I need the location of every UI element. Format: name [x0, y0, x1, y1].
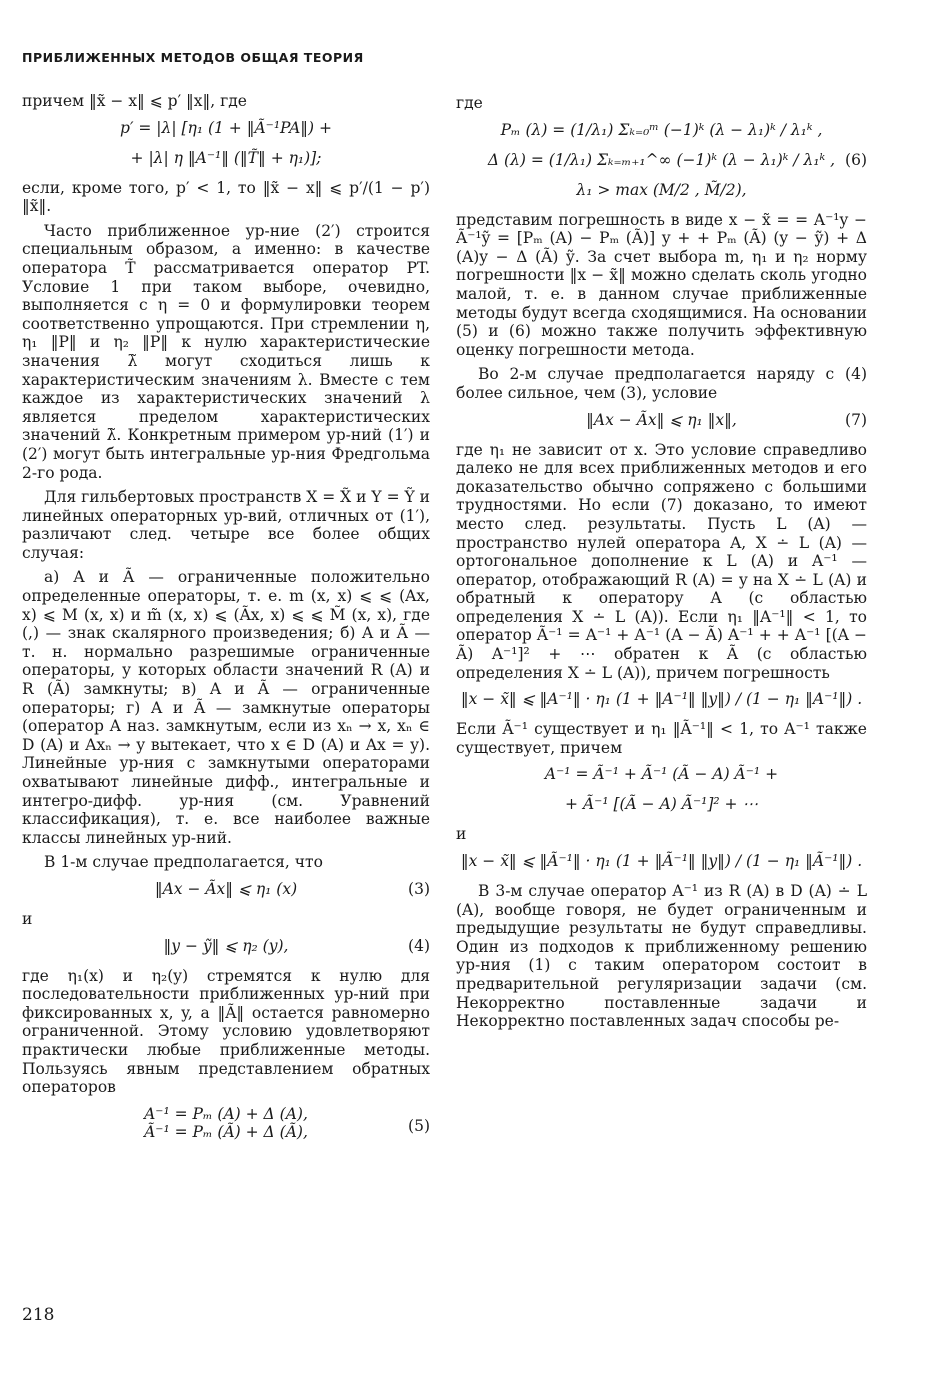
paragraph: Для гильбертовых пространств X = X̃ и Y = Ỹ и линейных операторных ур-вий, отличных от (1′), различают след. четыре все более общих случая:: [22, 488, 430, 562]
equation-line: ‖Ax − Ãx‖ ⩽ η₁ ‖x‖,: [586, 410, 737, 429]
equation-inverse: [456, 795, 867, 815]
equation-inverse: [456, 765, 867, 785]
equation-line: λ₁ > max (M/2 , M̃/2),: [576, 180, 747, 199]
equation-lambda: [456, 181, 867, 201]
equation-line: A⁻¹ = Ã⁻¹ + Ã⁻¹ (Ã − A) Ã⁻¹ +: [544, 765, 779, 784]
equation: [22, 119, 430, 139]
paragraph: Во 2-м случае предполагается наряду с (4) более сильное, чем (3), условие: [456, 365, 867, 402]
paragraph: представим погрешность в виде x − x̃ = = A⁻¹y − Ã⁻¹ỹ = [Pₘ (A) − Pₘ (Ã)] y + + Pₘ (Ã) (y − ỹ) + Δ (A)y − Δ (Ã) ỹ. За счет выбора m, η₁ и η₂ норму погрешности ‖x − x̃‖ можно сделать сколь угодно малой, т. е. в данном случае приближенные методы будут всегда сходящимися. На основании (5) и (6) можно также получить эффективную оценку погрешности метода.: [456, 210, 867, 359]
equation-error-2: [456, 852, 867, 872]
paragraph: если, кроме того, p′ < 1, то ‖x̃ − x‖ ⩽ p′/(1 − p′) ‖x̃‖.: [22, 178, 430, 216]
paragraph: причем ‖x̃ − x‖ ⩽ p′ ‖x‖, где: [22, 92, 247, 110]
paragraph: Если Ã⁻¹ существует и η₁ ‖Ã⁻¹‖ < 1, то A⁻¹ также существует, причем: [456, 720, 867, 757]
equation-4: [22, 937, 430, 957]
equation-line: ‖y − ỹ‖ ⩽ η₂ (y),: [163, 936, 289, 955]
conjunction: и: [456, 825, 467, 844]
paragraph: где η₁(x) и η₂(y) стремятся к нулю для последовательности приближенных ур-ний при фиксированных x, y, а ‖Ã‖ остается равномерно ограниченной. Этому условию удовлетворяют практически любые приближенные методы. Пользуясь явным представлением обратных операторов: [22, 966, 430, 1097]
equation-line: Δ (λ) = (1/λ₁) Σₖ₌ₘ₊₁^∞ (−1)ᵏ (λ − λ₁)ᵏ / λ₁ᵏ ,: [487, 150, 836, 169]
paragraph: а) A и Ã — ограниченные положительно определенные операторы, т. е. m (x, x) ⩽ ⩽ (Ax, x) ⩽ M (x, x) и m̃ (x, x) ⩽ (Ãx, x) ⩽ ⩽ M̃ (x, x), где (,) — знак скалярного произведения; б) A и Ã — т. н. нормально разрешимые ограниченные операторы, у которых области значений R (A) и R (Ã) замкнуты; в) A и Ã — ограниченные операторы; г) A и Ã — замкнутые операторы (оператор A наз. замкнутым, если из xₙ → x, xₙ ∈ D (A) и Axₙ → y вытекает, что x ∈ D (A) и Ax = y). Линейные ур-ния с замкнутыми операторами охватывают линейные дифф., интегральные и интегро-дифф. ур-ния (см. Уравнений классификация), т. е. все наиболее важные классы линейных ур-ний.: [22, 568, 430, 847]
equation-line: ‖x − x̃‖ ⩽ ‖Ã⁻¹‖ · η₁ (1 + ‖Ã⁻¹‖ ‖y‖) / (1 − η₁ ‖Ã⁻¹‖) .: [460, 852, 863, 871]
equation-7: [456, 411, 867, 431]
equation-line: ‖x − x̃‖ ⩽ ‖A⁻¹‖ · η₁ (1 + ‖A⁻¹‖ ‖y‖) / (1 − η₁ ‖A⁻¹‖) .: [460, 690, 863, 709]
paragraph: В 3-м случае оператор A⁻¹ из R (A) в D (A) ∸ L (A), вообще говоря, не будет ограниченным и предыдущие результаты не будут справедливы. Один из подходов к приближенному решению ур-ния (1) с таким оператором состоит в предварительной регуляризации задачи (см. Некорректно поставленные задачи и Некорректно поставленных задач способы ре-: [456, 882, 867, 1031]
equation-pm: [456, 121, 867, 141]
equation-5: [22, 1105, 430, 1145]
equation-line: ‖Ax − Ãx‖ ⩽ η₁ (x): [154, 879, 298, 898]
page-number: 218: [22, 1305, 55, 1325]
equation-number: (4): [408, 936, 430, 955]
equation-line: A⁻¹ = Pₘ (A) + Δ (A),: [144, 1104, 308, 1123]
equation-number: (5): [408, 1116, 430, 1135]
equation-6: [456, 151, 867, 171]
equation-line: + Ã⁻¹ [(Ã − A) Ã⁻¹]² + ⋯: [565, 795, 758, 814]
right-column: [456, 92, 867, 1037]
equation-line: Pₘ (λ) = (1/λ₁) Σₖ₌₀ᵐ (−1)ᵏ (λ − λ₁)ᵏ / λ₁ᵏ ,: [500, 120, 823, 139]
paragraph: где η₁ не зависит от x. Это условие справедливо далеко не для всех приближенных методов и его доказательство обычно сопряжено с большими трудностями. Но если (7) доказано, то имеют место след. результаты. Пусть L (A) — пространство нулей оператора A, X ∸ L (A) — ортогональное дополнение к L (A) и A⁻¹ — оператор, отображающий R (A) = y на X ∸ L (A) и обратный к оператору A (с областью определения X ∸ L (A)). Если η₁ ‖A⁻¹‖ < 1, то оператор Ã⁻¹ = A⁻¹ + A⁻¹ (A − Ã) A⁻¹ + + A⁻¹ [(A − Ã) A⁻¹]² + ⋯ обратен к Ã (с областью определения X ∸ L (A)), причем погрешность: [456, 440, 867, 682]
running-head: ПРИБЛИЖЕННЫХ МЕТОДОВ ОБЩАЯ ТЕОРИЯ: [22, 50, 364, 65]
equation-number: (6): [845, 150, 867, 169]
equation-error-1: [456, 690, 867, 710]
left-column: [22, 92, 430, 1155]
equation-number: (7): [845, 410, 867, 429]
conjunction: и: [22, 909, 33, 928]
equation-number: (3): [408, 879, 430, 898]
equation-line: Ã⁻¹ = Pₘ (Ã) + Δ (Ã),: [144, 1123, 308, 1142]
equation: [22, 149, 430, 169]
equation-line: + |λ| η ‖A⁻¹‖ (‖T̃‖ + η₁)];: [130, 148, 322, 167]
equation-line: p′ = |λ| [η₁ (1 + ‖Ã⁻¹PA‖) +: [120, 118, 332, 137]
equation-3: [22, 880, 430, 900]
paragraph: В 1-м случае предполагается, что: [44, 853, 323, 872]
where-label: где: [456, 94, 483, 112]
paragraph: Часто приближенное ур-ние (2′) строится специальным образом, а именно: в качестве оператора T̃ рассматривается оператор PT. Условие 1 при таком выборе, очевидно, выполняется с η = 0 и формулировки теорем соответственно упрощаются. При стремлении η, η₁ ‖P‖ и η₂ ‖P‖ к нулю характеристические значения λ̃ могут сходиться лишь к характеристическим значениям λ. Вместе с тем каждое из характеристических значений λ является пределом характеристических значений λ̃. Конкретным примером ур-ний (1′) и (2′) могут быть интегральные ур-ния Фредгольма 2-го рода.: [22, 221, 430, 482]
